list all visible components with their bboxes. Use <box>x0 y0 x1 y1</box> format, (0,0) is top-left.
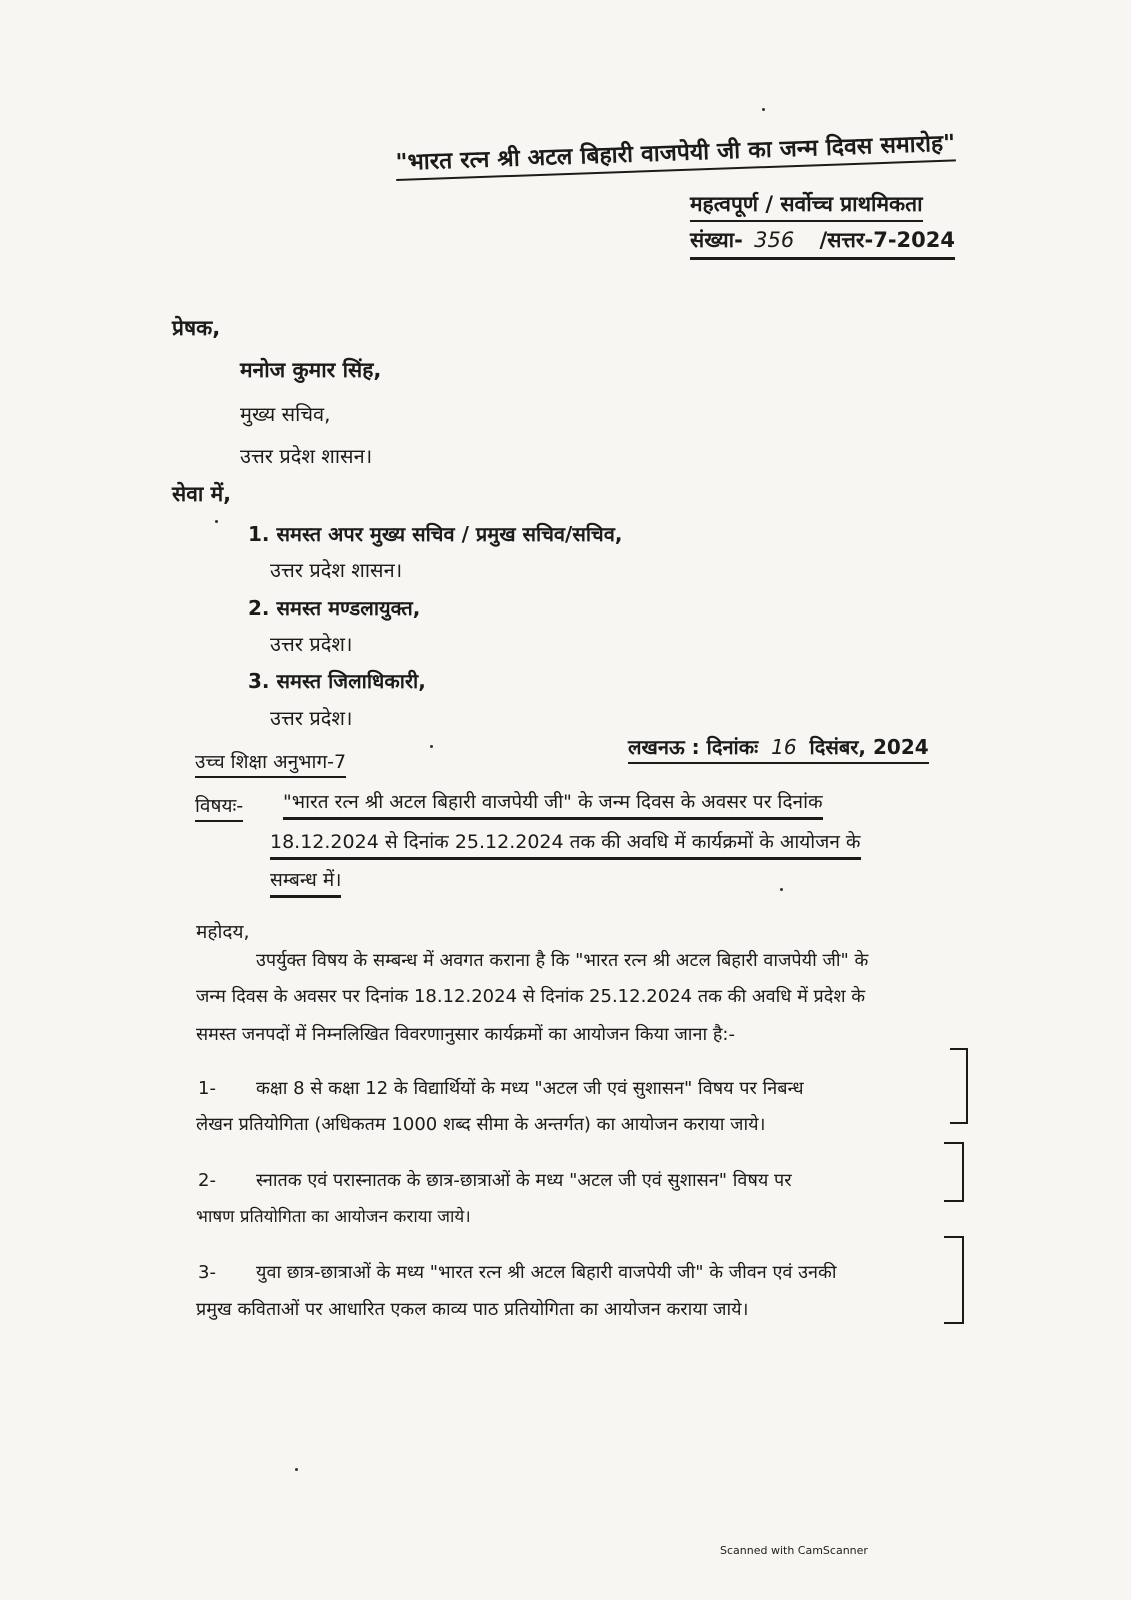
point-3-number: 3- <box>198 1262 216 1283</box>
point-1-bracket <box>950 1048 968 1124</box>
scan-speck <box>780 888 783 891</box>
sender-name: मनोज कुमार सिंह, <box>240 358 382 382</box>
reference-number <box>690 226 955 260</box>
scan-speck <box>430 745 433 748</box>
reference-handwritten-number: 356 <box>754 228 795 252</box>
reference-label: संख्या- <box>690 228 743 252</box>
subject-label: विषयः- <box>195 792 243 822</box>
scan-speck <box>295 1468 298 1471</box>
point-2-number: 2- <box>198 1170 216 1191</box>
recipient-2: 2. समस्त मण्डलायुक्त, <box>248 596 421 620</box>
sender-designation: मुख्य सचिव, <box>240 402 331 426</box>
recipient-3-office: उत्तर प्रदेश। <box>270 706 353 730</box>
point-2-line-2: भाषण प्रतियोगिता का आयोजन कराया जाये। <box>196 1207 471 1227</box>
date-day-handwritten: 16 <box>771 735 797 759</box>
section-name: उच्च शिक्षा अनुभाग-7 <box>195 748 346 778</box>
point-2-text: स्नातक एवं परास्नातक के छात्र-छात्राओं के मध्य "अटल जी एवं सुशासन" विषय पर <box>256 1170 792 1191</box>
point-2-line-1 <box>198 1168 792 1192</box>
point-1-number: 1- <box>198 1078 216 1099</box>
point-2-bracket <box>944 1142 964 1202</box>
sender-heading: प्रेषक, <box>172 316 221 340</box>
point-1-text: कक्षा 8 से कक्षा 12 के विद्यार्थियों के मध्य "अटल जी एवं सुशासन" विषय पर निबन्ध <box>256 1078 804 1099</box>
subject-line-1: "भारत रत्न श्री अटल बिहारी वाजपेयी जी" के जन्म दिवस के अवसर पर दिनांक <box>283 788 823 820</box>
reference-suffix: /सत्तर-7-2024 <box>819 228 956 252</box>
point-3-line-1 <box>198 1260 837 1284</box>
body-line-1: उपर्युक्त विषय के सम्बन्ध में अवगत कराना है कि "भारत रत्न श्री अटल बिहारी वाजपेयी जी" के <box>256 950 869 971</box>
scan-speck <box>762 108 765 111</box>
point-1-line-1 <box>198 1076 804 1100</box>
letter-title: "भारत रत्न श्री अटल बिहारी वाजपेयी जी का जन्म दिवस समारोह" <box>395 125 956 181</box>
scan-speck <box>215 520 218 523</box>
subject-line-3: सम्बन्ध में। <box>270 866 341 898</box>
place-date <box>628 733 929 764</box>
sender-organisation: उत्तर प्रदेश शासन। <box>240 444 373 468</box>
salutation: महोदय, <box>196 921 250 943</box>
recipient-3: 3. समस्त जिलाधिकारी, <box>248 669 426 693</box>
recipient-2-office: उत्तर प्रदेश। <box>270 632 353 656</box>
point-1-line-2: लेखन प्रतियोगिता (अधिकतम 1000 शब्द सीमा के अन्तर्गत) का आयोजन कराया जाये। <box>196 1114 766 1135</box>
priority-label: महत्वपूर्ण / सर्वोच्च प्राथमिकता <box>690 190 923 222</box>
subject-line-2: 18.12.2024 से दिनांक 25.12.2024 तक की अवधि में कार्यक्रमों के आयोजन के <box>270 828 861 860</box>
date-month-year: दिसंबर, 2024 <box>809 735 929 759</box>
recipient-1: 1. समस्त अपर मुख्य सचिव / प्रमुख सचिव/सचिव, <box>248 522 623 546</box>
scanner-watermark: Scanned with CamScanner <box>720 1544 868 1557</box>
point-3-line-2: प्रमुख कविताओं पर आधारित एकल काव्य पाठ प्रतियोगिता का आयोजन कराया जाये। <box>196 1299 749 1320</box>
recipient-1-office: उत्तर प्रदेश शासन। <box>270 558 403 582</box>
place-date-prefix: लखनऊ : दिनांकः <box>628 735 759 759</box>
body-line-2: जन्म दिवस के अवसर पर दिनांक 18.12.2024 से दिनांक 25.12.2024 तक की अवधि में प्रदेश के <box>196 986 866 1007</box>
recipients-heading: सेवा में, <box>172 482 232 506</box>
body-line-3: समस्त जनपदों में निम्नलिखित विवरणानुसार कार्यक्रमों का आयोजन किया जाना है:- <box>196 1024 735 1045</box>
point-3-bracket <box>944 1236 964 1324</box>
point-3-text: युवा छात्र-छात्राओं के मध्य "भारत रत्न श्री अटल बिहारी वाजपेयी जी" के जीवन एवं उनकी <box>256 1262 837 1283</box>
